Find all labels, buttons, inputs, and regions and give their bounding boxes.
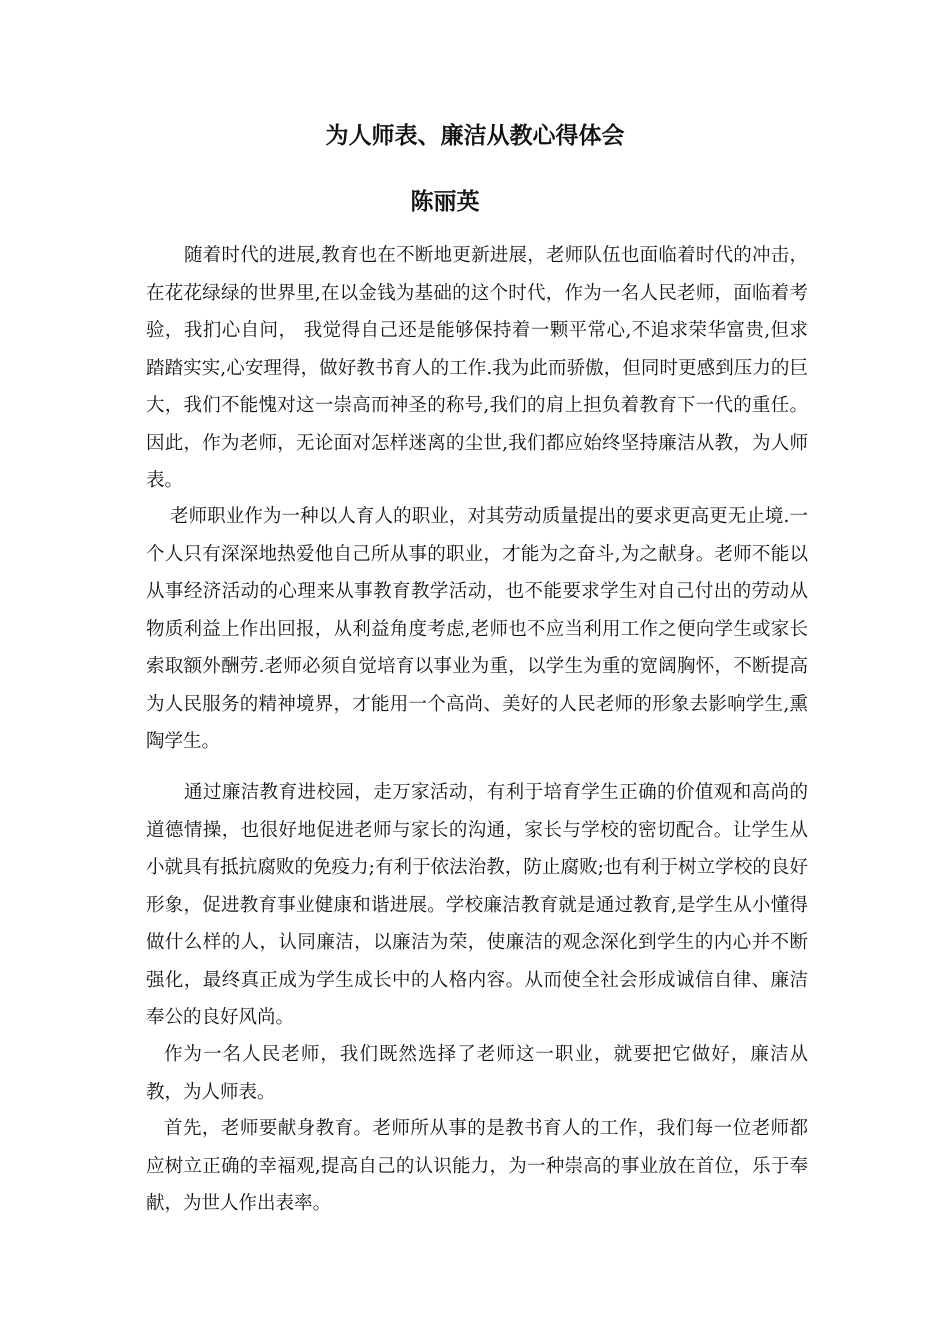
paragraph-3: 通过廉洁教育进校园，走万家活动，有利于培育学生正确的价值观和高尚的道德情操，也很好地促进老师与家长的沟通，家长与学校的密切配合。让学生从小就具有抵抗腐败的免疫力;有利于依法治教，防止腐败;也有利于树立学校的良好形象，促进教育事业健康和谐进展。学校廉洁教育就是通过教育,是学生从小懂得做什么样的人，认同廉洁，以廉洁为荣，使廉洁的观念深化到学生的内心并不断强化，最终真正成为学生成长中的人格内容。从而使全社会形成诚信自律、廉洁奉公的良好风尚。 <box>146 782 808 1028</box>
document-author: 陈丽英 <box>410 188 480 215</box>
paragraph-2: 老师职业作为一种以人育人的职业，对其劳动质量提出的要求更高更无止境.一个人只有深深地热爱他自己所从事的职业，才能为之奋斗,为之献身。老师不能以从事经济活动的心理来从事教育教学活动，也不能要求学生对自己付出的劳动从物质利益上作出回报，从利益角度考虑,老师也不应当利用工作之便向学生或家长索取额外酬劳.老师必须自觉培育以事业为重，以学生为重的宽阔胸怀，不断提高为人民服务的精神境界，才能用一个高尚、美好的人民老师的形象去影响学生,熏陶学生。 <box>146 506 808 752</box>
document-title: 为人师表、廉洁从教心得体会 <box>325 122 625 149</box>
paragraph-1: 随着时代的进展,教育也在不断地更新进展，老师队伍也面临着时代的冲击，在花花绿绿的世界里,在以金钱为基础的这个时代，作为一名人民老师，面临着考验，我扪心自问， 我觉得自己还是能够保持着一颗平常心,不追求荣华富贵,但求踏踏实实,心安理得，做好教书育人的工作.我为此而骄傲，但同时更感到压力的巨大，我们不能愧对这一崇高而神圣的称号,我们的肩上担负着教育下一代的重任。因此，作为老师，无论面对怎样迷离的尘世,我们都应始终坚持廉洁从教，为人师表。 <box>146 245 808 491</box>
paragraph-4: 作为一名人民老师，我们既然选择了老师这一职业，就要把它做好，廉洁从教，为人师表。 <box>146 1044 808 1103</box>
paragraph-5: 首先，老师要献身教育。老师所从事的是教书育人的工作，我们每一位老师都应树立正确的幸福观,提高自己的认识能力，为一种崇高的事业放在首位，乐于奉献，为世人作出表率。 <box>146 1118 808 1214</box>
